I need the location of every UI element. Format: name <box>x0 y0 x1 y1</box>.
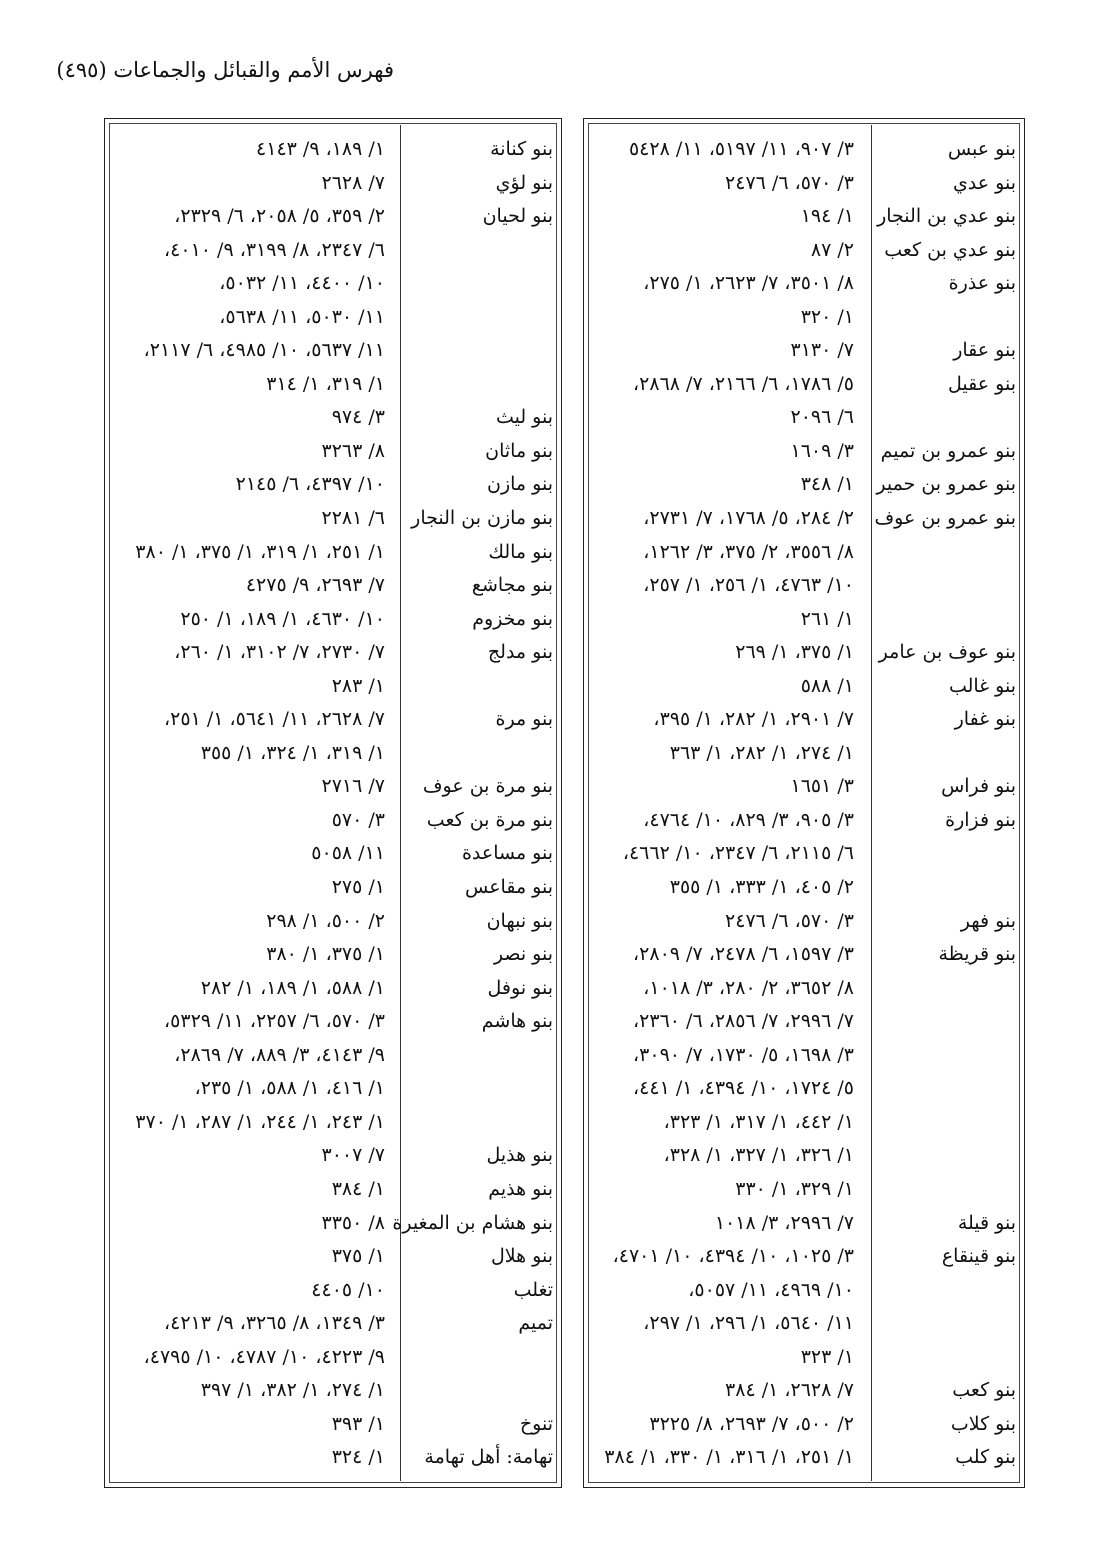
tribe-name: بنو هذيم <box>488 1177 553 1200</box>
page-references: ٩/ ٤٢٢٣، ١٠/ ٤٧٨٧، ١٠/ ٤٧٩٥، <box>143 1345 385 1368</box>
index-entry-row <box>105 1240 561 1274</box>
page-references: ١٠/ ٤٧٦٣، ١/ ٢٥٦، ١/ ٢٥٧، <box>643 574 854 597</box>
index-entry-row <box>584 1139 1024 1173</box>
tribe-name: بنو قيلة <box>957 1211 1016 1234</box>
tribe-name <box>876 1307 1016 1341</box>
index-entry-row <box>105 536 561 570</box>
tribe-name <box>405 234 553 268</box>
index-entry-row <box>105 200 561 234</box>
page-references: ٧/ ٢٦٢٨، ١١/ ٥٦٤١، ١/ ٢٥١، <box>164 708 385 731</box>
page-references: ١١/ ٥٦٤٠، ١/ ٢٩٦، ١/ ٢٩٧، <box>643 1312 854 1335</box>
entry-list-right <box>584 133 1024 1475</box>
tribe-name: بنو قريظة <box>938 943 1016 966</box>
index-entry-row <box>105 871 561 905</box>
tribe-name: بنو مرة <box>495 708 553 731</box>
index-entry-row <box>584 167 1024 201</box>
page-references: ٧/ ٢٦٩٣، ٩/ ٤٢٧٥ <box>245 574 385 597</box>
tribe-name <box>405 1106 553 1140</box>
tribe-name: بنو ليث <box>495 406 553 429</box>
index-column-right <box>583 118 1025 1488</box>
page-references: ١/ ٣١٩، ١/ ٣١٤ <box>266 372 385 395</box>
page-references: ١/ ٢٧٤، ١/ ٢٨٢، ١/ ٣٦٣ <box>669 741 854 764</box>
page-references: ١١/ ٥٠٥٨ <box>311 842 385 865</box>
index-entry-row <box>105 1139 561 1173</box>
page-references: ١/ ٤١٦، ١/ ٥٨٨، ١/ ٢٣٥، <box>194 1077 385 1100</box>
tribe-name <box>876 1341 1016 1375</box>
page-references: ٣/ ١٦٥١ <box>790 775 854 798</box>
page-references: ٧/ ٢٩٩٦، ٧/ ٢٨٥٦، ٦/ ٢٣٦٠، <box>633 1010 854 1033</box>
tribe-name: بنو كلب <box>955 1446 1016 1469</box>
tribe-name: بنو فهر <box>960 909 1016 932</box>
index-entry-row <box>105 1341 561 1375</box>
index-entry-row <box>584 1106 1024 1140</box>
index-entry-row <box>584 837 1024 871</box>
page-references: ٢/ ٣٥٩، ٥/ ٢٠٥٨، ٦/ ٢٣٢٩، <box>174 205 385 228</box>
tribe-name: بنو كنانة <box>490 138 553 160</box>
tribe-name <box>876 837 1016 871</box>
index-entry-row <box>584 234 1024 268</box>
tribe-name: بنو مازن <box>487 473 553 496</box>
page-references: ٣/ ٥٧٠، ٦/ ٢٢٥٧، ١١/ ٥٣٢٩، <box>164 1010 385 1033</box>
index-entry-row <box>584 200 1024 234</box>
page-references: ١/ ٢٨٣ <box>331 674 385 697</box>
page-references: ٨/ ٣٥٠١، ٧/ ٢٦٢٣، ١/ ٢٧٥، <box>643 272 854 295</box>
page-references: ٧/ ٢٦٢٨ <box>321 171 385 194</box>
index-entry-row <box>584 972 1024 1006</box>
page-references: ٣/ ٥٧٠، ٦/ ٢٤٧٦ <box>725 171 854 194</box>
page-references: ١/ ٣٩٣ <box>331 1412 385 1435</box>
tribe-name: بنو هشام بن المغيرة <box>392 1211 553 1234</box>
page-references: ١/ ٣٧٥، ١/ ٢٦٩ <box>735 641 854 664</box>
index-entry-row <box>584 502 1024 536</box>
tribe-name <box>405 1374 553 1408</box>
page-references: ٣/ ٩٧٤ <box>331 406 385 429</box>
index-entry-row <box>584 1207 1024 1241</box>
index-entry-row <box>105 301 561 335</box>
tribe-name <box>876 1072 1016 1106</box>
index-entry-row <box>584 737 1024 771</box>
page-references: ١١/ ٥٠٣٠، ١١/ ٥٦٣٨، <box>219 305 385 328</box>
tribe-name <box>876 972 1016 1006</box>
index-entry-row <box>105 737 561 771</box>
page-references: ١٠/ ٤٣٩٧، ٦/ ٢١٤٥ <box>235 473 385 496</box>
index-entry-row <box>105 234 561 268</box>
page-references: ٣/ ١٥٩٧، ٦/ ٢٤٧٨، ٧/ ٢٨٠٩، <box>633 943 854 966</box>
index-entry-row <box>105 468 561 502</box>
index-entry-row <box>105 1072 561 1106</box>
index-entry-row <box>584 435 1024 469</box>
page-references: ٣/ ١٣٤٩، ٨/ ٣٢٦٥، ٩/ ٤٢١٣، <box>164 1312 385 1335</box>
index-entry-row <box>584 569 1024 603</box>
index-entry-row <box>584 1039 1024 1073</box>
index-entry-row <box>584 1374 1024 1408</box>
index-entry-row <box>105 267 561 301</box>
tribe-name <box>876 1274 1016 1308</box>
page-references: ١/ ٢٦١ <box>800 607 854 630</box>
tribe-name: بنو كعب <box>952 1379 1016 1402</box>
tribe-name: بنو مرة بن عوف <box>422 775 553 798</box>
tribe-name: بنو غالب <box>948 674 1016 697</box>
page-references: ١٠/ ٤٦٣٠، ١/ ١٨٩، ١/ ٢٥٠ <box>180 607 385 630</box>
page-references: ١/ ٣١٩، ١/ ٣٢٤، ١/ ٣٥٥ <box>200 741 385 764</box>
page-references: ٧/ ٢٦٢٨، ١/ ٣٨٤ <box>725 1379 854 1402</box>
page-references: ١٠/ ٤٤٠٥ <box>311 1278 385 1301</box>
page-references: ١/ ٣٤٨ <box>800 473 854 496</box>
index-entry-row <box>584 938 1024 972</box>
index-entry-row <box>584 267 1024 301</box>
index-entry-row <box>584 1173 1024 1207</box>
tribe-name <box>876 301 1016 335</box>
index-column-left <box>104 118 562 1488</box>
page-references: ١/ ١٩٤ <box>800 205 854 228</box>
tribe-name <box>405 1039 553 1073</box>
index-entry-row <box>584 703 1024 737</box>
page-references: ١١/ ٥٦٣٧، ١٠/ ٤٩٨٥، ٦/ ٢١١٧، <box>143 339 385 362</box>
page-references: ٥/ ١٧٨٦، ٦/ ٢١٦٦، ٧/ ٢٨٦٨، <box>633 372 854 395</box>
index-entry-row <box>105 636 561 670</box>
tribe-name: بنو عدي <box>952 171 1016 194</box>
page-references: ٦/ ٢٢٨١ <box>321 507 385 530</box>
index-entry-row <box>584 1341 1024 1375</box>
tribe-name: بنو عمرو بن حمير <box>876 473 1016 496</box>
index-entry-row <box>105 603 561 637</box>
tribe-name: بنو فراس <box>941 775 1016 798</box>
page-references: ٧/ ٣١٣٠ <box>790 339 854 362</box>
page-references: ٨/ ٣٦٥٢، ٢/ ٢٨٠، ٣/ ١٠١٨، <box>643 976 854 999</box>
index-entry-row <box>584 871 1024 905</box>
index-entry-row <box>105 1441 561 1475</box>
page-references: ١/ ٢٥١، ١/ ٣١٦، ١/ ٣٣٠، ١/ ٣٨٤ <box>604 1446 854 1469</box>
page-references: ١/ ٥٨٨ <box>800 674 854 697</box>
index-entry-row <box>105 1307 561 1341</box>
index-entry-row <box>105 167 561 201</box>
page-references: ٨/ ٣٥٥٦، ٢/ ٣٧٥، ٣/ ١٢٦٢، <box>643 540 854 563</box>
tribe-name: بنو عدي بن كعب <box>884 238 1016 261</box>
tribe-name <box>405 737 553 771</box>
page-references: ٣/ ٩٠٥، ٣/ ٨٢٩، ١٠/ ٤٧٦٤، <box>643 808 854 831</box>
page-references: ٦/ ٢٣٤٧، ٨/ ٣١٩٩، ٩/ ٤٠١٠، <box>164 238 385 261</box>
index-entry-row <box>105 401 561 435</box>
page-references: ٧/ ٢٧١٦ <box>321 775 385 798</box>
tribe-name <box>876 871 1016 905</box>
page-references: ١/ ٣٢٣ <box>800 1345 854 1368</box>
index-entry-row <box>584 1005 1024 1039</box>
page-references: ٦/ ٢٠٩٦ <box>790 406 854 429</box>
tribe-name <box>876 1106 1016 1140</box>
tribe-name: بنو عوف بن عامر <box>878 641 1016 664</box>
tribe-name: بنو عدي بن النجار <box>877 205 1016 228</box>
index-entry-row <box>584 334 1024 368</box>
tribe-name: بنو عمرو بن عوف <box>874 507 1016 530</box>
tribe-name <box>405 267 553 301</box>
index-entry-row <box>105 703 561 737</box>
tribe-name: بنو عقيل <box>948 372 1016 395</box>
page-references: ١/ ٣٧٥، ١/ ٣٨٠ <box>266 943 385 966</box>
tribe-name: بنو هذيل <box>486 1144 553 1167</box>
tribe-name: بنو عقار <box>953 339 1016 362</box>
page-references: ٣/ ٥٧٠ <box>331 808 385 831</box>
index-entry-row <box>584 636 1024 670</box>
index-entry-row <box>105 1173 561 1207</box>
index-entry-row <box>584 1408 1024 1442</box>
page-references: ٣/ ١٦٩٨، ٥/ ١٧٣٠، ٧/ ٣٠٩٠، <box>633 1043 854 1066</box>
page-references: ١/ ٢٤٣، ١/ ٢٤٤، ١/ ٢٨٧، ١/ ٣٧٠ <box>135 1110 385 1133</box>
tribe-name: بنو عبس <box>947 138 1016 160</box>
page-references: ٩/ ٤١٤٣، ٣/ ٨٨٩، ٧/ ٢٨٦٩، <box>174 1043 385 1066</box>
tribe-name <box>876 1005 1016 1039</box>
index-entry-row <box>105 972 561 1006</box>
page-references: ١٠/ ٤٤٠٠، ١١/ ٥٠٣٢، <box>219 272 385 295</box>
tribe-name: بنو مدلج <box>487 641 553 664</box>
tribe-name: تغلب <box>513 1278 553 1301</box>
index-entry-row <box>105 133 561 167</box>
index-entry-row <box>105 938 561 972</box>
page-references: ١/ ٢٧٤، ١/ ٣٨٢، ١/ ٣٩٧ <box>200 1379 385 1402</box>
tribe-name: بنو عمرو بن تميم <box>880 439 1016 462</box>
index-entry-row <box>105 670 561 704</box>
index-entry-row <box>105 368 561 402</box>
tribe-name: بنو مخزوم <box>472 607 553 630</box>
index-entry-row <box>105 1106 561 1140</box>
index-entry-row <box>584 670 1024 704</box>
tribe-name <box>876 569 1016 603</box>
index-entry-row <box>584 1072 1024 1106</box>
page-references: ٣/ ٥٧٠، ٦/ ٢٤٧٦ <box>725 909 854 932</box>
index-entry-row <box>105 804 561 838</box>
index-entry-row <box>584 1307 1024 1341</box>
tribe-name: بنو نوفل <box>487 976 553 999</box>
page-references: ٧/ ٣٠٠٧ <box>321 1144 385 1167</box>
index-entry-row <box>584 468 1024 502</box>
page-references: ١/ ٣٨٤ <box>331 1177 385 1200</box>
page-references: ١/ ٢٥١، ١/ ٣١٩، ١/ ٣٧٥، ١/ ٣٨٠ <box>135 540 385 563</box>
tribe-name <box>876 1173 1016 1207</box>
page-references: ١/ ٣٢٩، ١/ ٣٣٠ <box>735 1177 854 1200</box>
page-references: ١/ ٣٢٤ <box>331 1446 385 1469</box>
page-references: ١/ ٣٧٥ <box>331 1245 385 1268</box>
tribe-name: بنو مساعدة <box>461 842 553 865</box>
tribe-name <box>405 334 553 368</box>
index-entry-row <box>584 1441 1024 1475</box>
tribe-name <box>876 603 1016 637</box>
index-entry-row <box>584 1240 1024 1274</box>
page-references: ٧/ ٢٧٣٠، ٧/ ٣١٠٢، ١/ ٢٦٠، <box>174 641 385 664</box>
tribe-name: بنو مجاشع <box>471 574 553 597</box>
tribe-name <box>876 401 1016 435</box>
page-references: ١٠/ ٤٩٦٩، ١١/ ٥٠٥٧، <box>688 1278 854 1301</box>
index-entry-row <box>105 1005 561 1039</box>
tribe-name: بنو مازن بن النجار <box>411 507 553 530</box>
page-references: ٨/ ٣٣٥٠ <box>321 1211 385 1234</box>
tribe-name: بنو ماثان <box>485 439 553 462</box>
index-entry-row <box>584 603 1024 637</box>
index-entry-row <box>584 368 1024 402</box>
tribe-name: بنو قينقاع <box>941 1245 1016 1268</box>
index-entry-row <box>584 1274 1024 1308</box>
tribe-name: تنوخ <box>519 1412 553 1435</box>
tribe-name <box>405 301 553 335</box>
page-references: ١/ ٥٨٨، ١/ ١٨٩، ١/ ٢٨٢ <box>200 976 385 999</box>
page-references: ٧/ ٢٩٩٦، ٣/ ١٠١٨ <box>714 1211 854 1234</box>
tribe-name: بنو هلال <box>490 1245 553 1268</box>
page-references: ٢/ ٢٨٤، ٥/ ١٧٦٨، ٧/ ٢٧٣١، <box>643 507 854 530</box>
tribe-name <box>876 1039 1016 1073</box>
page-references: ١/ ٢٧٥ <box>331 876 385 899</box>
page-references: ٢/ ٤٠٥، ١/ ٣٣٣، ١/ ٣٥٥ <box>669 876 854 899</box>
tribe-name: بنو فزارة <box>945 808 1016 831</box>
tribe-name <box>876 1139 1016 1173</box>
index-entry-row <box>105 1274 561 1308</box>
index-entry-row <box>105 770 561 804</box>
index-entry-row <box>105 905 561 939</box>
tribe-name: بنو مالك <box>488 540 553 563</box>
tribe-name <box>405 670 553 704</box>
tribe-name: تهامة: أهل تهامة <box>424 1446 553 1469</box>
index-entry-row <box>105 1039 561 1073</box>
page-references: ١/ ١٨٩، ٩/ ٤١٤٣ <box>256 138 385 160</box>
page-references: ٣/ ٩٠٧، ١١/ ٥١٩٧، ١١/ ٥٤٢٨ <box>628 138 854 160</box>
tribe-name <box>876 737 1016 771</box>
entry-list-left <box>105 133 561 1475</box>
tribe-name: بنو لؤي <box>495 171 553 194</box>
tribe-name: بنو هاشم <box>481 1010 553 1033</box>
page-references: ٨/ ٣٢٦٣ <box>321 439 385 462</box>
index-entry-row <box>105 334 561 368</box>
tribe-name: بنو مرة بن كعب <box>426 808 553 831</box>
page-references: ٣/ ١٦٠٩ <box>790 439 854 462</box>
index-entry-row <box>105 435 561 469</box>
page-header: فهرس الأمم والقبائل والجماعات (٤٩٥) <box>56 58 394 82</box>
index-entry-row <box>105 837 561 871</box>
tribe-name <box>405 1341 553 1375</box>
index-entry-row <box>584 133 1024 167</box>
index-entry-row <box>105 1408 561 1442</box>
tribe-name <box>405 1072 553 1106</box>
index-entry-row <box>584 536 1024 570</box>
index-entry-row <box>584 401 1024 435</box>
index-entry-row <box>105 569 561 603</box>
index-entry-row <box>105 502 561 536</box>
index-entry-row <box>584 301 1024 335</box>
tribe-name: بنو نصر <box>493 943 553 966</box>
tribe-name: بنو عذرة <box>948 272 1016 295</box>
tribe-name: بنو مقاعس <box>464 876 553 899</box>
index-entry-row <box>105 1374 561 1408</box>
page-references: ٢/ ٥٠٠، ٧/ ٢٦٩٣، ٨/ ٣٢٢٥ <box>649 1412 854 1435</box>
tribe-name: بنو لحيان <box>482 205 553 228</box>
page-references: ١/ ٣٢٦، ١/ ٣٢٧، ١/ ٣٢٨، <box>663 1144 854 1167</box>
page-references: ٦/ ٢١١٥، ٦/ ٢٣٤٧، ١٠/ ٤٦٦٢، <box>622 842 854 865</box>
index-entry-row <box>584 770 1024 804</box>
tribe-name: بنو غفار <box>954 708 1016 731</box>
index-entry-row <box>584 804 1024 838</box>
page-references: ٢/ ٨٧ <box>810 238 854 261</box>
page-references: ٣/ ١٠٢٥، ١٠/ ٤٣٩٤، ١٠/ ٤٧٠١، <box>612 1245 854 1268</box>
tribe-name: بنو نبهان <box>486 909 553 932</box>
index-entry-row <box>105 1207 561 1241</box>
page-references: ٧/ ٢٩٠١، ١/ ٢٨٢، ١/ ٣٩٥، <box>653 708 854 731</box>
page-references: ٥/ ١٧٢٤، ١٠/ ٤٣٩٤، ١/ ٤٤١، <box>633 1077 854 1100</box>
page-references: ١/ ٣٢٠ <box>800 305 854 328</box>
tribe-name: تميم <box>518 1312 553 1335</box>
tribe-name <box>876 536 1016 570</box>
tribe-name: بنو كلاب <box>950 1412 1016 1435</box>
page-references: ٢/ ٥٠٠، ١/ ٢٩٨ <box>266 909 385 932</box>
tribe-name <box>405 368 553 402</box>
index-entry-row <box>584 905 1024 939</box>
page-references: ١/ ٤٤٢، ١/ ٣١٧، ١/ ٣٢٣، <box>663 1110 854 1133</box>
